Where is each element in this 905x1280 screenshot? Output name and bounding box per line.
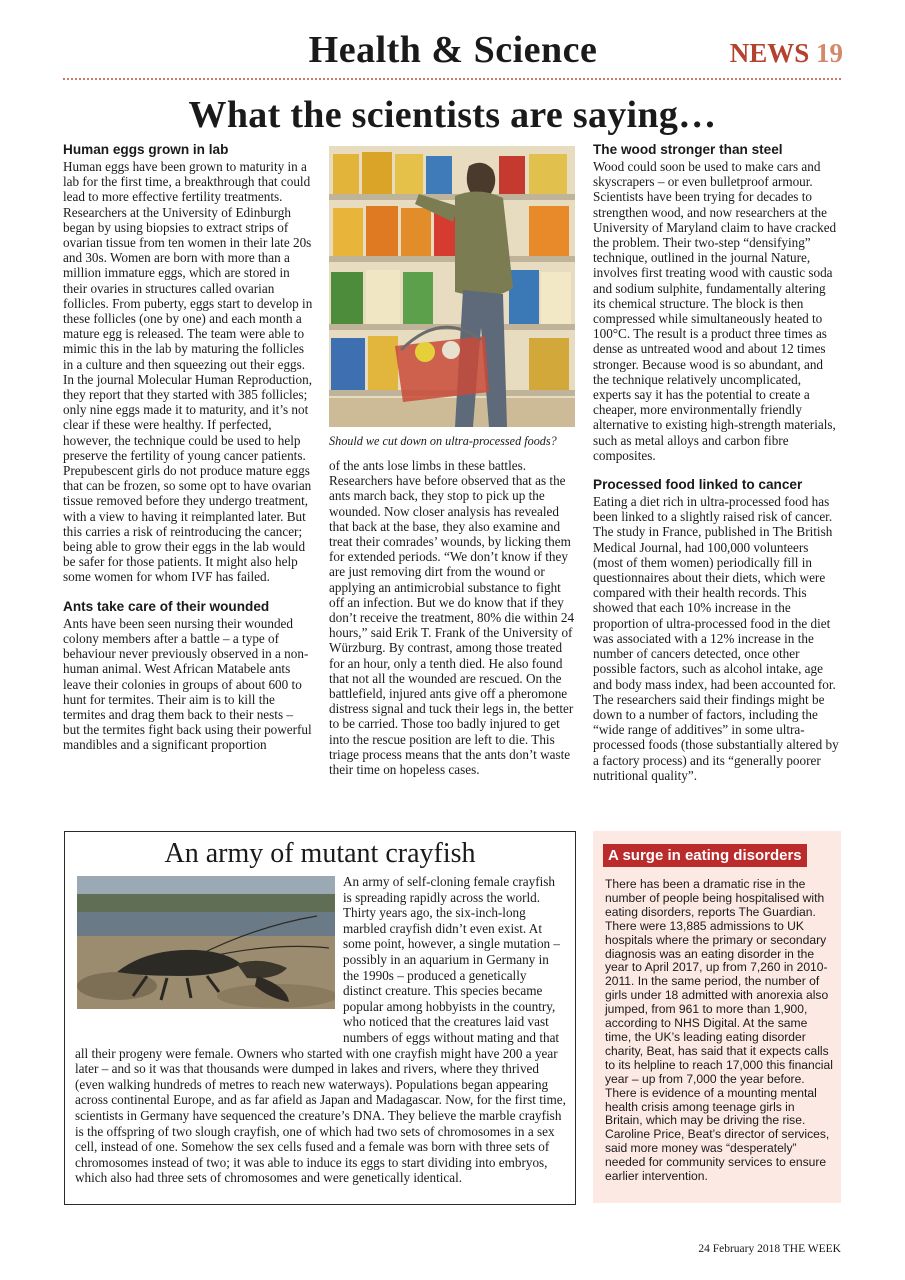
eating-disorders-body: There has been a dramatic rise in the number of people being hospitalised with eating disorders, reports The Guardian. There were 13,885 admissions to UK hospitals where the primary or secondary diagnosis was an eating disorder in the year to April 2017, up from 7,260 in 2010-2011. In the same period, the number of girls under 18 admitted with anorexia also jumped, from 961 to more than 1,900, according to NHS Digital. At the same time, the UK’s leading eating disorder charity, Beat, has said that it expects calls to its helpline to reach 17,000 this financial year – up from 7,000 the year before. There is evidence of a mounting mental health crisis among teenage girls in Britain, which may be driving the rise. Caroline Price, Beat’s director of services, said more money was “desperately” needed for community services to ensure earlier intervention. (605, 877, 833, 1184)
page-footer: 24 February 2018 THE WEEK (698, 1243, 841, 1255)
crayfish-body-wrap (75, 874, 567, 1186)
ants-headline: Ants take care of their wounded (63, 598, 270, 614)
food-body: Eating a diet rich in ultra-processed food has been linked to a slightly raised risk of cancer. The study in France, published in The British Medical Journal, had 100,000 volunteers (most of them women) periodically fill in questionnaires about their diets, which were compared with their health records. This showed that each 10% increase in the proportion of ultra-processed food in the diet was associated with a 12% increase in the number of cancers detected, once other possible factors, such as alcohol intake, age and body mass index, had been accounted for. The researchers said their findings might be down to a number of factors, including the “wide range of additives” in some ultra-processed foods (those substantially altered by a factory process) and its “generally poorer nutritional quality”. (593, 494, 839, 783)
wood-headline: The wood stronger than steel (593, 142, 783, 157)
right-column (593, 142, 841, 783)
eating-disorders-title: A surge in eating disorders (603, 844, 807, 867)
eating-disorders-box (593, 831, 841, 1203)
middle-column (329, 458, 577, 777)
eggs-headline: Human eggs grown in lab (63, 142, 229, 157)
crayfish-body: An army of self-cloning female crayfish is spreading rapidly across the world. Thirty years ago, the six-inch-long marbled crayfish didn’t even exist. At some point, however, a single mutation – possibly in an aquarium in Germany in the 1990s – produced a genetically distinct creature. This species became popular among hobbyists in the country, who noticed that the creatures laid vast numbers of eggs without mating and that all their progeny were female. Owners who started with one crayfish might have 200 a year later – and so it was that thousands were dumped in lakes and rivers, where they thrived (even walking hundreds of metres to reach new waterways). Populations began appearing across continental Europe, and as far afield as Japan and Madagascar. Now, for the first time, scientists in Germany have sequenced the creature’s DNA. They believe the marble crayfish is the offspring of two slough crayfish, one of which had two sets of chromosomes in a sex cell, instead of one. Somehow the sex cells fused and a female was born with three sets of chromosomes instead of two; it was able to induce its eggs to start dividing into embryos, which also had three sets of chromosomes and were genetically identical. (75, 874, 566, 1186)
supermarket-photo (329, 146, 575, 427)
eggs-body: Human eggs have been grown to maturity in a lab for the first time, a breakthrough that could lead to more effective fertility treatments. Researchers at the University of Edinburgh began by using biopsies to extract strips of ovarian tissue from ten women in their late 20s and 30s. Women are born with more than a million immature eggs, which are stored in their ovaries in structures called ovarian follicles. From puberty, eggs start to develop in these follicles (one by one) and each month a mature egg is released. The team were able to mimic this in the lab by maturing the follicles in a culture and then squeezing out their eggs. In the journal Molecular Human Reproduction, they report that they started with 385 follicles; only nine eggs made it to maturity, and it’s not clear if these were healthy. If perfected, however, the technique could be used to help preserve the fertility of young cancer patients. Prepubescent girls do not produce mature eggs that can be frozen, so some opt to have ovarian tissue removed before they undergo treatment, with a view to having it reimplanted later. But this carries a risk of reintroducing the cancer; being able to grow their eggs in the lab would be safer for those patients. It might also help some women for whom IVF has failed. (63, 159, 313, 585)
wood-body: Wood could soon be used to make cars and skyscrapers – or even bulletproof armour. Scientists have been trying for decades to strengthen wood, and now researchers at the University of Maryland claim to have cracked the problem. Their two-step “densifying” technique, outlined in the journal Nature, involves first treating wood with caustic soda and sodium sulphite, fundamentally altering its chemical structure. The block is then compressed while simultaneously heated to 100°C. The result is a product three times as dense as untreated wood and about 12 times stronger. Because wood is so abundant, and the technique relatively uncomplicated, experts say it has the potential to create a cheaper, more environmentally friendly alternative to existing high-strength materials, such as metal alloys and carbon fibre composites. (593, 159, 837, 463)
left-column (63, 142, 313, 753)
food-headline: Processed food linked to cancer (593, 477, 803, 493)
page-number: 19 (816, 38, 843, 68)
photo-caption: Should we cut down on ultra-processed foods? (329, 434, 557, 448)
main-headline: What the scientists are saying… (188, 94, 717, 136)
ants-body-part1: Ants have been seen nursing their wounded colony members after a battle – a type of behaviour never previously observed in a non-human animal. West African Matabele ants leave their colonies in groups of about 600 to hunt for termites. Their aim is to kill the termites and drag them back to their nests – but the termites fight back using their powerful mandibles and a significant proportion (63, 615, 312, 753)
ants-body-part2: of the ants lose limbs in these battles. Researchers have before observed that as the ants march back, they stop to pick up the wounded. Now closer analysis has revealed that back at the base, they also examine and treat their comrades’ wounds, by licking them for extended periods. “We don’t know if they are just removing dirt from the wound or applying an antimicrobial substance to fight off an infection. But we do know that if they don’t receive the treatment, 80% die within 24 hours,” said Erik T. Frank of the University of Würzburg. By contrast, among those treated for an hour, only a tenth died. He also found that not all the wounded are rescued. On the battlefield, injured ants give off a pheromone distress signal and tuck their legs in, the better to be carried. Those too badly injured to get into the rescue position are left to die. This triage process means that the ants don’t waste their time on hopeless cases. (329, 458, 575, 778)
page-header (63, 28, 843, 82)
section-title: Health & Science (308, 29, 598, 71)
crayfish-title: An army of mutant crayfish (164, 838, 476, 869)
news-page-label (730, 38, 843, 69)
news-label-text: NEWS (729, 38, 810, 68)
crayfish-feature-box (64, 831, 576, 1205)
supermarket-illustration (329, 146, 575, 427)
header-divider (63, 78, 841, 80)
photo-spacer (75, 874, 343, 1031)
